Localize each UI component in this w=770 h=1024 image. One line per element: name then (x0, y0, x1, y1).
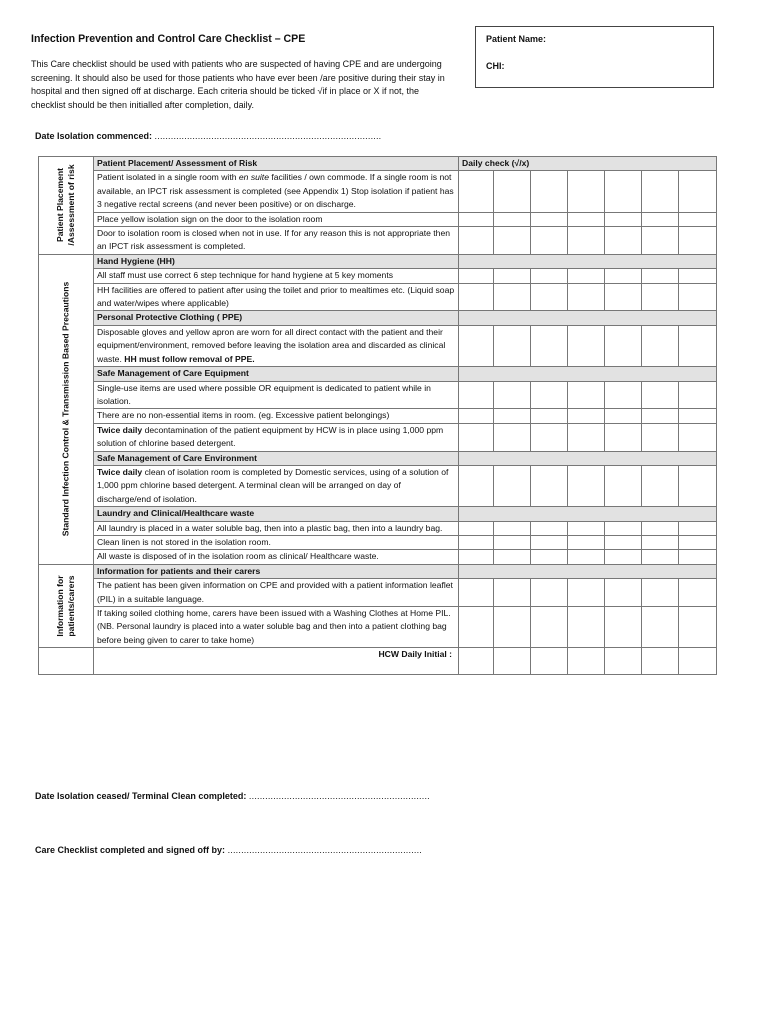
table-row (39, 521, 717, 535)
item-italic: en suite (238, 172, 269, 183)
chi-label: CHI: (486, 61, 505, 71)
daily-check-cell[interactable] (459, 409, 494, 423)
checklist-item (94, 579, 459, 607)
daily-check-cell[interactable] (531, 409, 568, 423)
heading-check-band (459, 451, 717, 465)
daily-check-cell[interactable] (642, 648, 679, 675)
daily-check-cell[interactable] (605, 607, 642, 648)
daily-check-cell[interactable] (568, 550, 605, 564)
item-text: All laundry is placed in a water soluble bag, then into a plastic bag, then into a laundry bag. (97, 522, 443, 533)
daily-check-cell[interactable] (459, 325, 494, 366)
checklist-item (94, 521, 459, 535)
daily-check-cell[interactable] (568, 648, 605, 675)
daily-check-cell[interactable] (568, 465, 605, 506)
daily-check-cell[interactable] (494, 283, 531, 311)
daily-check-cell[interactable] (459, 607, 494, 648)
checklist-item (94, 325, 459, 366)
item-text: facilities / own commode. If a single room is not available, an IPCT risk assessment is completed (see Appendix 1) Stop isolation if patient has 3 negative rectal screens (and never been positive) or on discharge. (97, 172, 454, 210)
daily-check-cell[interactable] (568, 381, 605, 409)
daily-check-cell[interactable] (531, 521, 568, 535)
daily-check-cell[interactable] (494, 269, 531, 283)
daily-check-cell[interactable] (568, 521, 605, 535)
daily-check-cell[interactable] (642, 535, 679, 549)
daily-check-cell[interactable] (494, 521, 531, 535)
daily-check-header: Daily check (√/x) (459, 157, 717, 171)
daily-check-cell[interactable] (459, 381, 494, 409)
group-heading: Safe Management of Care Equipment (94, 367, 459, 381)
item-text: All waste is disposed of in the isolation room as clinical/ Healthcare waste. (97, 551, 379, 562)
checklist-item (94, 171, 459, 212)
group-heading: Information for patients and their carers (94, 564, 459, 578)
daily-check-cell[interactable] (568, 227, 605, 255)
side-label-line: patients/carers (66, 575, 76, 637)
daily-check-cell[interactable] (642, 283, 679, 311)
daily-check-cell[interactable] (605, 381, 642, 409)
item-emphasis: Twice daily (97, 424, 143, 435)
daily-check-cell[interactable] (494, 535, 531, 549)
daily-check-cell[interactable] (531, 535, 568, 549)
daily-check-cell[interactable] (679, 212, 717, 226)
table-row (39, 325, 717, 366)
daily-check-cell[interactable] (494, 607, 531, 648)
daily-check-cell[interactable] (568, 423, 605, 451)
item-text: clean of isolation room is completed by Domestic services, using of a solution of 1,000 ppm chlorine based detergent. A terminal clean will be arranged on day of discharge/end of isolation. (97, 466, 449, 504)
daily-check-cell[interactable] (605, 269, 642, 283)
table-row (39, 227, 717, 255)
side-label-line: Information for (55, 575, 65, 637)
daily-check-cell[interactable] (568, 212, 605, 226)
daily-check-cell[interactable] (605, 325, 642, 366)
side-label-text (55, 165, 77, 246)
intro-paragraph: This Care checklist should be used with patients who are suspected of having CPE and are undergoing screening. It should also be used for those patients who have ever been /are positive during their stay in hospital and then signed off at discharge. Each criteria should be ticked √if in place or X if not, the checklist should be then initialled after completion, daily. (31, 59, 445, 110)
date-ceased-line (35, 791, 430, 801)
daily-check-cell[interactable] (459, 648, 494, 675)
daily-check-cell[interactable] (459, 465, 494, 506)
daily-check-cell[interactable] (568, 269, 605, 283)
section-side-label (39, 254, 94, 564)
daily-check-cell[interactable] (531, 325, 568, 366)
table-row (39, 171, 717, 212)
daily-check-cell[interactable] (531, 423, 568, 451)
daily-check-cell[interactable] (679, 381, 717, 409)
daily-check-cell[interactable] (605, 648, 642, 675)
table-row (39, 535, 717, 549)
daily-check-cell[interactable] (568, 579, 605, 607)
daily-check-cell[interactable] (642, 607, 679, 648)
table-row (39, 409, 717, 423)
side-label-text (55, 575, 77, 636)
daily-check-cell[interactable] (494, 409, 531, 423)
daily-check-cell[interactable] (679, 227, 717, 255)
heading-check-band (459, 367, 717, 381)
daily-check-cell[interactable] (531, 648, 568, 675)
section-heading-row (39, 254, 717, 268)
checklist-item (94, 423, 459, 451)
item-emphasis: HH must follow removal of PPE. (124, 353, 255, 364)
daily-check-cell[interactable] (568, 607, 605, 648)
table-row (39, 607, 717, 648)
checklist-item (94, 212, 459, 226)
section-heading-row (39, 367, 717, 381)
hcw-blank-cell (39, 648, 94, 675)
daily-check-cell[interactable] (494, 381, 531, 409)
daily-check-cell[interactable] (679, 423, 717, 451)
date-ceased-label: Date Isolation ceased/ Terminal Clean completed: (35, 791, 247, 801)
daily-check-cell[interactable] (459, 550, 494, 564)
daily-check-cell[interactable] (679, 269, 717, 283)
item-text: If taking soiled clothing home, carers have been issued with a Washing Clothes at Home PIL. (NB. Personal laundry is placed into a water soluble bag and then into a patient clothing bag before being given to carer to take home) (97, 608, 451, 645)
item-text: decontamination of the patient equipment by HCW is in place using 1,000 ppm solution of chlorine based detergent. (97, 424, 444, 449)
table-row (39, 212, 717, 226)
daily-check-cell[interactable] (642, 465, 679, 506)
date-commenced-line (35, 131, 381, 141)
signed-off-label: Care Checklist completed and signed off by: (35, 845, 226, 855)
daily-check-cell[interactable] (459, 283, 494, 311)
daily-check-cell[interactable] (605, 550, 642, 564)
daily-check-cell[interactable] (531, 227, 568, 255)
daily-check-cell[interactable] (494, 579, 531, 607)
side-label-line: Patient Placement (55, 168, 65, 243)
daily-check-cell[interactable] (459, 269, 494, 283)
daily-check-cell[interactable] (679, 648, 717, 675)
item-text: HH facilities are offered to patient after using the toilet and prior to mealtimes etc. (Liquid soap and water/wipes where applicable) (97, 284, 455, 309)
daily-check-cell[interactable] (679, 607, 717, 648)
daily-check-cell[interactable] (568, 325, 605, 366)
heading-check-band (459, 254, 717, 268)
daily-check-cell[interactable] (642, 171, 679, 212)
daily-check-cell[interactable] (679, 535, 717, 549)
group-heading: Personal Protective Clothing ( PPE) (94, 311, 459, 325)
item-text: Disposable gloves and yellow apron are worn for all direct contact with the patient and their equipment/environment, removed before leaving the isolation area and discarded as clinical waste. (97, 326, 446, 364)
daily-check-cell[interactable] (531, 607, 568, 648)
checklist-item (94, 269, 459, 283)
daily-check-cell[interactable] (531, 171, 568, 212)
section-heading-row (39, 157, 717, 171)
patient-name-label: Patient Name: (486, 34, 547, 44)
daily-check-cell[interactable] (459, 423, 494, 451)
table-row (39, 550, 717, 564)
daily-check-cell[interactable] (642, 227, 679, 255)
signed-off-field[interactable]: ........................................................................ (227, 845, 422, 855)
daily-check-cell[interactable] (605, 579, 642, 607)
daily-check-cell[interactable] (605, 521, 642, 535)
section-side-label (39, 157, 94, 255)
table-row (39, 579, 717, 607)
item-emphasis: Twice daily (97, 466, 143, 477)
daily-check-cell[interactable] (531, 550, 568, 564)
daily-check-cell[interactable] (494, 212, 531, 226)
daily-check-cell[interactable] (494, 227, 531, 255)
daily-check-cell[interactable] (459, 171, 494, 212)
daily-check-cell[interactable] (568, 409, 605, 423)
heading-check-band (459, 507, 717, 521)
signed-off-line (35, 845, 422, 855)
daily-check-cell[interactable] (568, 535, 605, 549)
daily-check-cell[interactable] (679, 550, 717, 564)
daily-check-cell[interactable] (494, 648, 531, 675)
side-label-line: /Assessment of risk (66, 164, 76, 247)
daily-check-cell[interactable] (679, 283, 717, 311)
section-heading-row (39, 507, 717, 521)
hcw-initial-row (39, 648, 717, 675)
hcw-daily-initial-label: HCW Daily Initial : (94, 648, 459, 675)
daily-check-cell[interactable] (459, 227, 494, 255)
daily-check-cell[interactable] (642, 579, 679, 607)
daily-check-cell[interactable] (531, 381, 568, 409)
daily-check-cell[interactable] (531, 579, 568, 607)
checklist-item (94, 607, 459, 648)
daily-check-cell[interactable] (605, 227, 642, 255)
daily-check-cell[interactable] (531, 283, 568, 311)
daily-check-cell[interactable] (459, 521, 494, 535)
item-text: Single-use items are used where possible OR equipment is dedicated to patient while in isolation. (97, 382, 431, 406)
daily-check-cell[interactable] (459, 579, 494, 607)
daily-check-cell[interactable] (531, 269, 568, 283)
daily-check-cell[interactable] (642, 423, 679, 451)
checklist-item (94, 465, 459, 506)
table-row (39, 423, 717, 451)
daily-check-cell[interactable] (605, 212, 642, 226)
daily-check-cell[interactable] (679, 579, 717, 607)
date-ceased-field[interactable]: ................................................................... (248, 791, 430, 801)
daily-check-cell[interactable] (679, 409, 717, 423)
side-label-line: Standard Infection Control & Transmission Based Precautions (60, 282, 71, 537)
section-heading-row (39, 311, 717, 325)
item-text: Patient isolated in a single room with (97, 172, 239, 183)
daily-check-cell[interactable] (459, 212, 494, 226)
checklist-item (94, 283, 459, 311)
daily-check-cell[interactable] (642, 381, 679, 409)
daily-check-cell[interactable] (605, 465, 642, 506)
group-heading: Safe Management of Care Environment (94, 451, 459, 465)
item-text: Clean linen is not stored in the isolation room. (97, 536, 271, 547)
table-row (39, 381, 717, 409)
page-title: Infection Prevention and Control Care Checklist – CPE (31, 33, 306, 45)
group-heading: Laundry and Clinical/Healthcare waste (94, 507, 459, 521)
date-commenced-label: Date Isolation commenced: (35, 131, 153, 141)
daily-check-cell[interactable] (568, 171, 605, 212)
group-heading: Patient Placement/ Assessment of Risk (94, 157, 459, 171)
daily-check-cell[interactable] (605, 535, 642, 549)
date-commenced-field[interactable]: .................................................................................... (154, 131, 382, 141)
daily-check-cell[interactable] (605, 423, 642, 451)
table-row (39, 283, 717, 311)
item-text: Door to isolation room is closed when not in use. If for any reason this is not appropriate then an IPCT risk assessment is completed. (97, 228, 451, 252)
checklist-table (38, 156, 717, 675)
daily-check-cell[interactable] (531, 212, 568, 226)
item-text: The patient has been given information on CPE and provided with a patient information leaflet (PIL) in a suitable language. (97, 580, 453, 604)
checklist-item (94, 381, 459, 409)
daily-check-cell[interactable] (605, 283, 642, 311)
checklist-item (94, 227, 459, 255)
table-row (39, 269, 717, 283)
heading-check-band (459, 564, 717, 578)
daily-check-cell[interactable] (494, 550, 531, 564)
daily-check-cell[interactable] (642, 521, 679, 535)
daily-check-cell[interactable] (642, 550, 679, 564)
item-text: All staff must use correct 6 step technique for hand hygiene at 5 key moments (97, 270, 394, 281)
item-text: There are no non-essential items in room. (eg. Excessive patient belongings) (97, 410, 390, 421)
group-heading: Hand Hygiene (HH) (94, 254, 459, 268)
daily-check-cell[interactable] (494, 325, 531, 366)
daily-check-cell[interactable] (642, 409, 679, 423)
daily-check-cell[interactable] (642, 269, 679, 283)
patient-details-box (475, 26, 714, 88)
daily-check-cell[interactable] (642, 212, 679, 226)
daily-check-cell[interactable] (531, 465, 568, 506)
daily-check-cell[interactable] (494, 465, 531, 506)
daily-check-cell[interactable] (568, 283, 605, 311)
daily-check-cell[interactable] (679, 171, 717, 212)
daily-check-cell[interactable] (679, 521, 717, 535)
table-row (39, 465, 717, 506)
daily-check-cell[interactable] (605, 171, 642, 212)
checklist-item (94, 550, 459, 564)
heading-check-band (459, 311, 717, 325)
daily-check-cell[interactable] (679, 465, 717, 506)
checklist-item (94, 535, 459, 549)
daily-check-cell[interactable] (605, 409, 642, 423)
item-text: Place yellow isolation sign on the door to the isolation room (97, 213, 323, 224)
daily-check-cell[interactable] (459, 535, 494, 549)
side-label-text (61, 282, 72, 537)
daily-check-cell[interactable] (494, 171, 531, 212)
daily-check-cell[interactable] (642, 325, 679, 366)
section-heading-row (39, 451, 717, 465)
section-heading-row (39, 564, 717, 578)
checklist-item (94, 409, 459, 423)
section-side-label (39, 564, 94, 647)
daily-check-cell[interactable] (679, 325, 717, 366)
daily-check-cell[interactable] (494, 423, 531, 451)
